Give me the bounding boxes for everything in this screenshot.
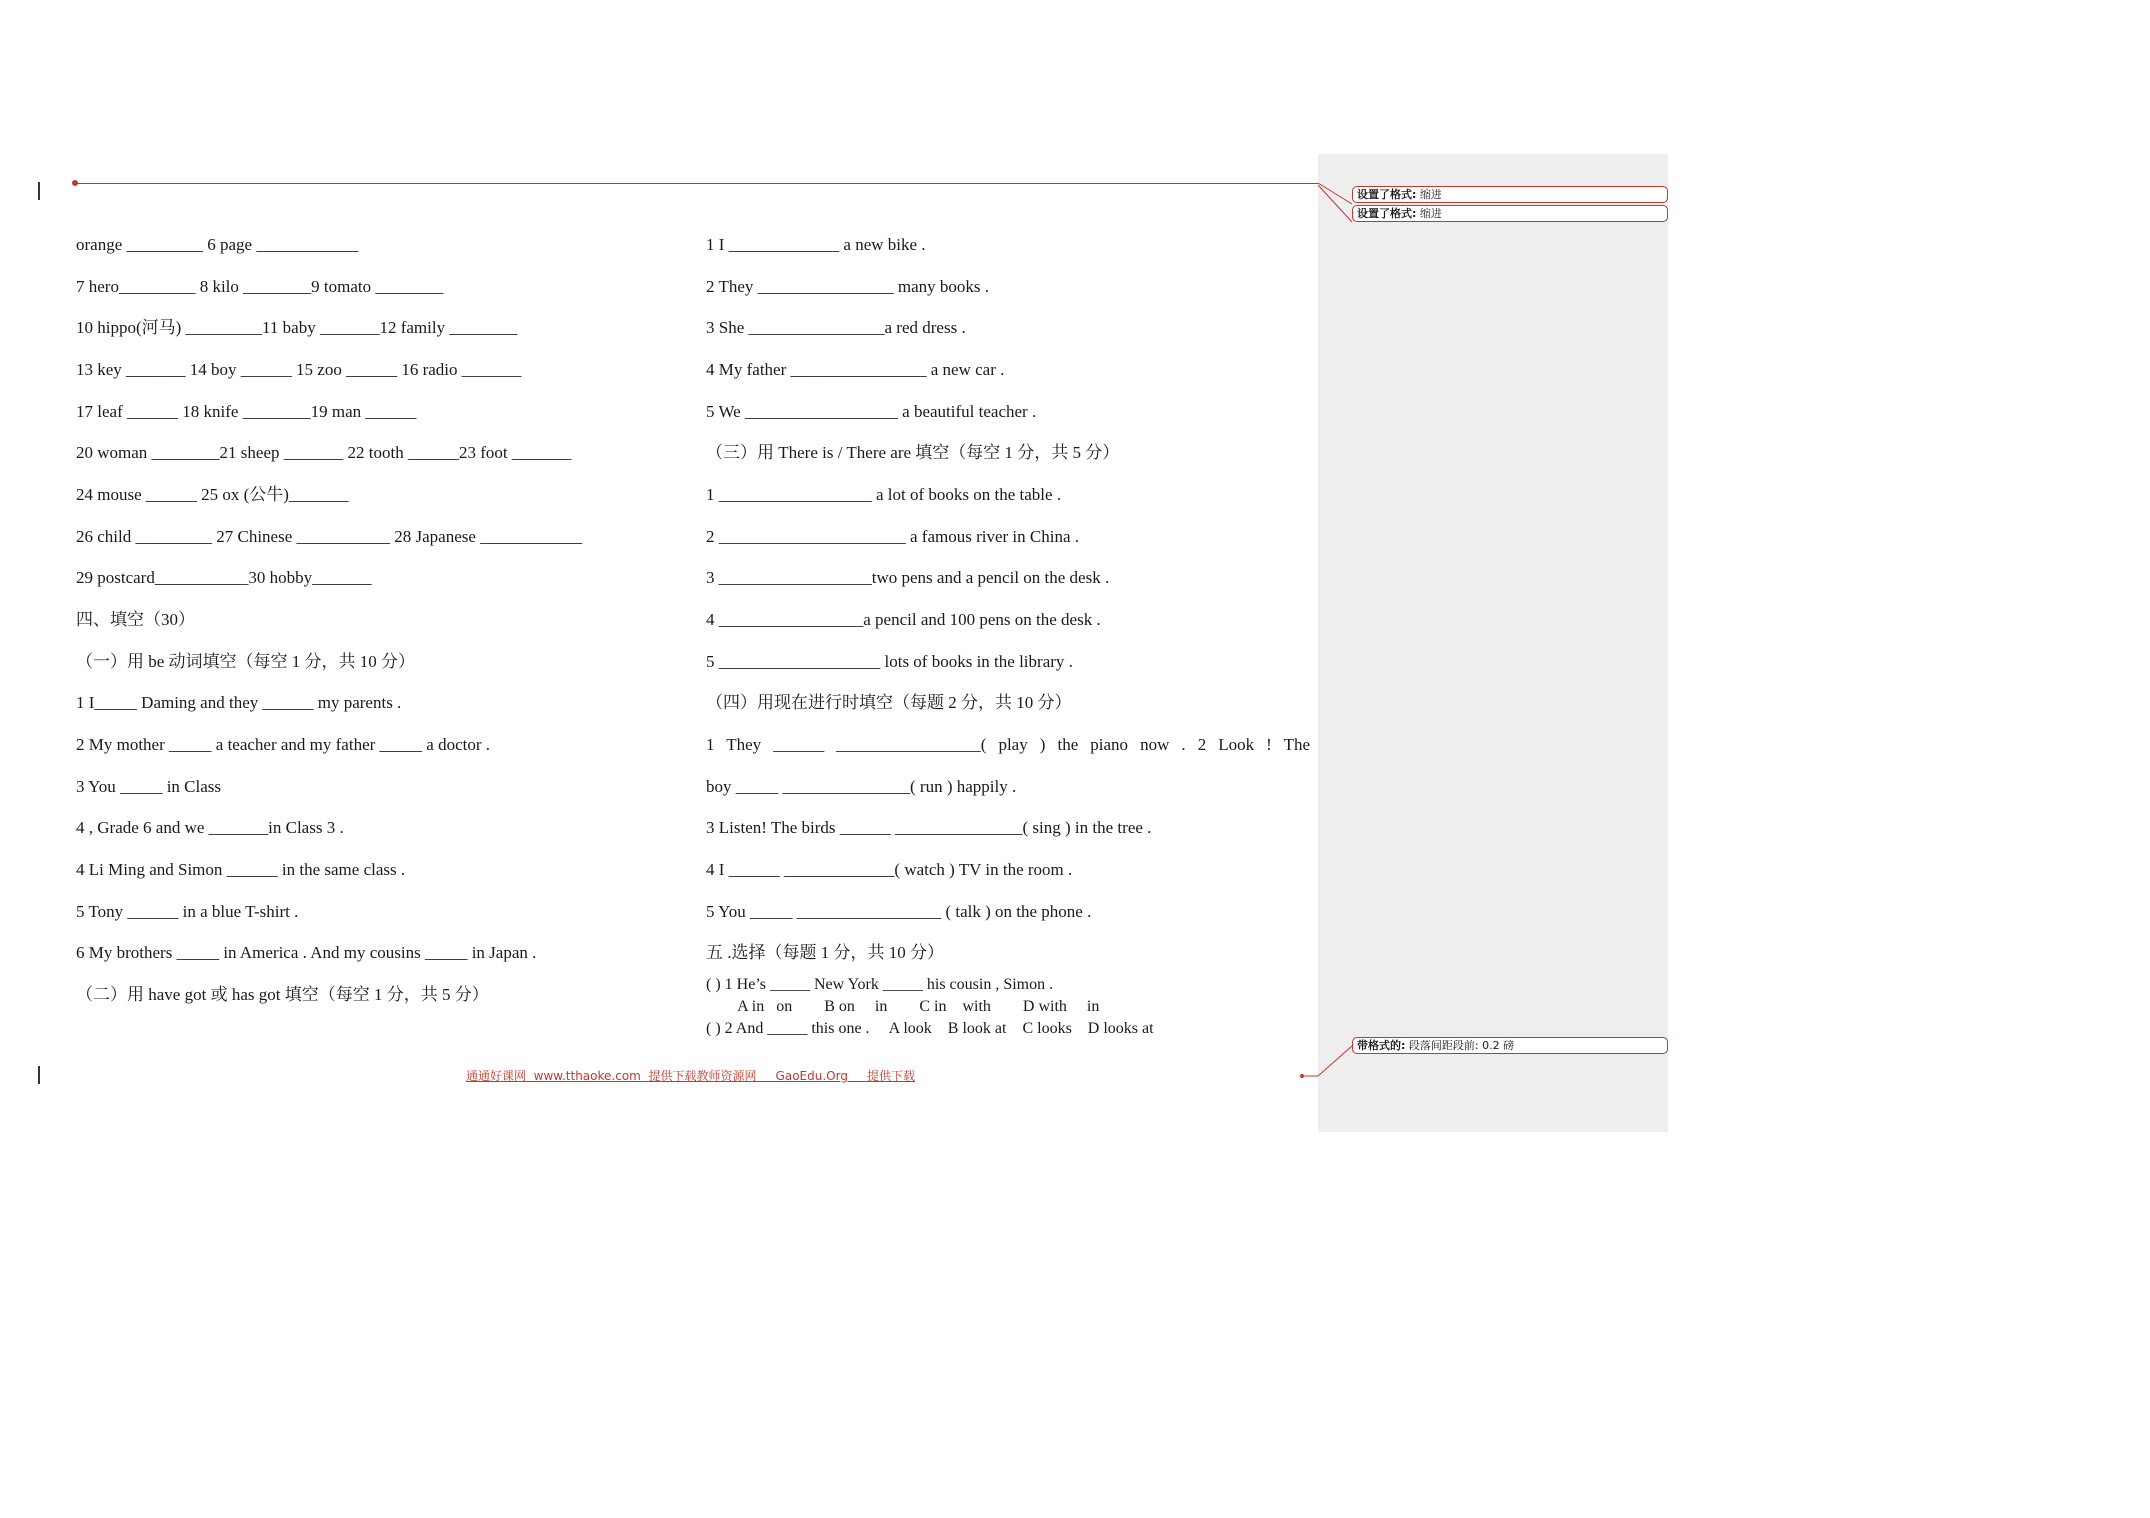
comment-value: 缩进 — [1419, 207, 1442, 220]
format-comment-3[interactable] — [1352, 1037, 1668, 1054]
question-line: boy _____ _______________( run ) happily . — [706, 777, 1017, 796]
question-line: ( ) 2 And _____ this one . A look B look at C looks D looks at — [706, 1020, 1154, 1037]
comment-value: 缩进 — [1419, 188, 1442, 201]
comment-value: 段落间距段前: 0.2 磅 — [1408, 1039, 1515, 1052]
question-line: 4 , Grade 6 and we _______in Class 3 . — [76, 818, 344, 837]
subsection-heading: （三）用 There is / There are 填空（每空 1 分，共 5 分） — [706, 443, 1120, 462]
question-line: 4 Li Ming and Simon ______ in the same class . — [76, 860, 406, 879]
text-line: 13 key _______ 14 boy ______ 15 zoo ______ 16 radio _______ — [76, 360, 522, 379]
question-line: 5 You _____ _________________ ( talk ) on the phone . — [706, 902, 1092, 921]
subsection-heading: （四）用现在进行时填空（每题 2 分，共 10 分） — [706, 693, 1072, 712]
question-line: 3 __________________two pens and a pencil on the desk . — [706, 568, 1110, 587]
comment-label: 带格式的: — [1357, 1039, 1406, 1052]
question-line: 3 She ________________a red dress . — [706, 318, 966, 337]
question-line: 2 ______________________ a famous river in China . — [706, 527, 1080, 546]
question-line: 2 My mother _____ a teacher and my father _____ a doctor . — [76, 735, 491, 754]
question-line: 4 _________________a pencil and 100 pens on the desk . — [706, 610, 1101, 629]
question-line: 4 My father ________________ a new car . — [706, 360, 1005, 379]
text-line: 17 leaf ______ 18 knife ________19 man ______ — [76, 402, 417, 421]
question-line: 1 __________________ a lot of books on the table . — [706, 485, 1062, 504]
comment-label: 设置了格式: — [1357, 207, 1417, 220]
section-heading: 五 .选择（每题 1 分，共 10 分） — [706, 943, 944, 962]
question-line: ( ) 1 He’s _____ New York _____ his cousin , Simon . — [706, 976, 1054, 993]
text-line: 7 hero_________ 8 kilo ________9 tomato ________ — [76, 277, 444, 296]
question-line: 3 You _____ in Class — [76, 777, 222, 796]
subsection-heading: （一）用 be 动词填空（每空 1 分，共 10 分） — [76, 652, 416, 671]
footer-watermark-link[interactable]: 通通好课网 www.tthaoke.com 提供下载教师资源网 GaoEdu.Org 提供下载 — [466, 1069, 916, 1083]
question-line: 1 They ______ _________________( play ) the piano now . 2 Look ! The — [706, 735, 1310, 754]
subsection-heading: （二）用 have got 或 has got 填空（每空 1 分，共 5 分） — [76, 985, 489, 1004]
question-line: 1 I_____ Daming and they ______ my parents . — [76, 693, 402, 712]
comment-label: 设置了格式: — [1357, 188, 1417, 201]
section-heading: 四、填空（30） — [76, 610, 195, 629]
text-line: 24 mouse ______ 25 ox (公牛)_______ — [76, 485, 349, 504]
answer-options: A in on B on in C in with D with in — [706, 998, 1100, 1015]
text-line: orange _________ 6 page ____________ — [76, 235, 359, 254]
format-comment-1[interactable] — [1352, 186, 1668, 203]
question-line: 5 Tony ______ in a blue T-shirt . — [76, 902, 299, 921]
question-line: 5 ___________________ lots of books in the library . — [706, 652, 1073, 671]
format-comment-2[interactable] — [1352, 205, 1668, 222]
question-line: 6 My brothers _____ in America . And my cousins _____ in Japan . — [76, 943, 537, 962]
text-line: 29 postcard___________30 hobby_______ — [76, 568, 372, 587]
text-line: 26 child _________ 27 Chinese ___________ 28 Japanese ____________ — [76, 527, 583, 546]
text-line: 10 hippo(河马) _________11 baby _______12 family ________ — [76, 318, 518, 337]
question-line: 1 I _____________ a new bike . — [706, 235, 926, 254]
question-line: 5 We __________________ a beautiful teacher . — [706, 402, 1037, 421]
question-line: 3 Listen! The birds ______ _______________( sing ) in the tree . — [706, 818, 1152, 837]
question-line: 2 They ________________ many books . — [706, 277, 990, 296]
text-line: 20 woman ________21 sheep _______ 22 tooth ______23 foot _______ — [76, 443, 572, 462]
question-line: 4 I ______ _____________( watch ) TV in the room . — [706, 860, 1073, 879]
